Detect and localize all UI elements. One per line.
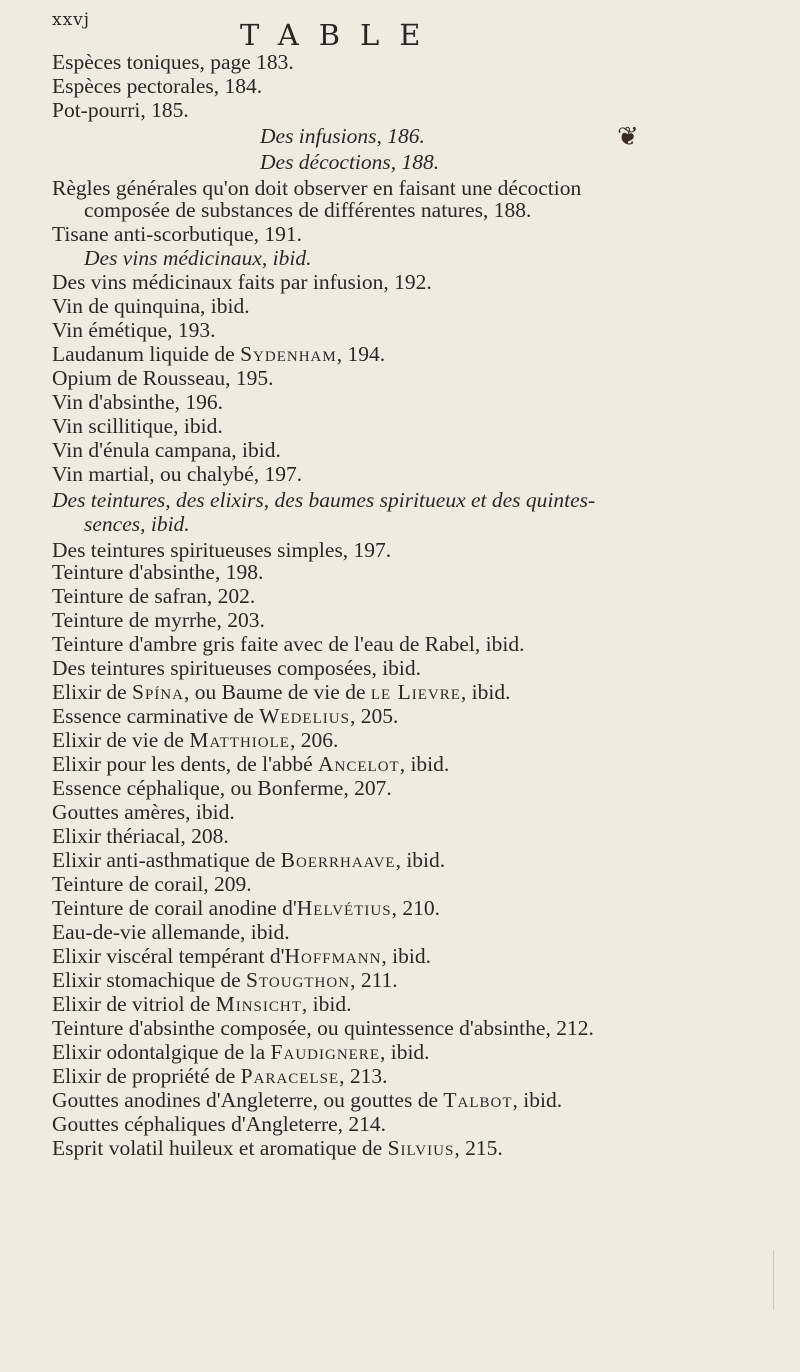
entry-text: Elixir viscéral tempérant d'	[52, 944, 285, 968]
index-entry: Vin scillitique, ibid.	[52, 414, 223, 438]
index-entry	[52, 1064, 388, 1088]
entry-text: , ibid.	[512, 1088, 563, 1112]
index-entry: Des teintures, des elixirs, des baumes spiritueux et des quintes-	[52, 488, 596, 512]
index-entry: Teinture d'ambre gris faite avec de l'eau de Rabel, ibid.	[52, 632, 525, 656]
index-entry: Teinture de safran, 202.	[52, 584, 256, 608]
index-entry: Teinture de corail, 209.	[52, 872, 252, 896]
index-entry: sences, ibid.	[84, 512, 190, 536]
entry-text: Elixir de vie de	[52, 728, 190, 752]
entry-text: , ibid.	[460, 680, 511, 704]
entry-text: Laudanum liquide de	[52, 342, 241, 366]
entry-text: Gouttes anodines d'Angleterre, ou gouttes de	[52, 1088, 444, 1112]
entry-text: Elixir anti-asthmatique de	[52, 848, 281, 872]
proper-name: Minsicht	[215, 992, 302, 1016]
entry-text: , 211.	[350, 968, 398, 992]
entry-text: , ibid.	[301, 992, 352, 1016]
proper-name: Hoffmann	[284, 944, 382, 968]
proper-name: Paracelse	[240, 1064, 340, 1088]
index-entry	[52, 1040, 430, 1064]
index-entry: Gouttes amères, ibid.	[52, 800, 235, 824]
page-title: TABLE	[240, 18, 441, 52]
index-entry: Vin d'énula campana, ibid.	[52, 438, 281, 462]
index-entry: Pot-pourri, 185.	[52, 98, 189, 122]
index-entry: Vin émétique, 193.	[52, 318, 216, 342]
index-entry	[52, 992, 351, 1016]
entry-text: Elixir pour les dents, de l'abbé	[52, 752, 318, 776]
index-entry: Opium de Rousseau, 195.	[52, 366, 274, 390]
proper-name: le Lievre	[370, 680, 461, 704]
index-entry: Teinture d'absinthe composée, ou quintessence d'absinthe, 212.	[52, 1016, 594, 1040]
index-entry: Des teintures spiritueuses composées, ibid.	[52, 656, 422, 680]
index-entry	[52, 342, 385, 366]
entry-text: Teinture de corail anodine d'	[52, 896, 297, 920]
index-entry: Des vins médicinaux faits par infusion, 192.	[52, 270, 432, 294]
proper-name: Matthiole	[189, 728, 290, 752]
entry-text: , 206.	[289, 728, 339, 752]
proper-name: Sydenham	[240, 342, 337, 366]
proper-name: Wedelius	[259, 704, 350, 728]
entry-text: , ou Baume de vie de	[183, 680, 371, 704]
index-entry: Règles générales qu'on doit observer en faisant une décoction	[52, 176, 582, 200]
index-entry: Vin de quinquina, ibid.	[52, 294, 250, 318]
entry-text: Elixir odontalgique de la	[52, 1040, 271, 1064]
index-entry	[52, 728, 338, 752]
index-entry: Espèces pectorales, 184.	[52, 74, 263, 98]
proper-name: Stougthon	[246, 968, 351, 992]
index-entry	[52, 896, 440, 920]
entry-text: , 194.	[336, 342, 386, 366]
proper-name: Faudignere	[270, 1040, 380, 1064]
index-entry: Teinture de myrrhe, 203.	[52, 608, 265, 632]
index-entry	[52, 848, 445, 872]
index-entry	[52, 680, 510, 704]
entry-text: , ibid.	[399, 752, 450, 776]
entry-text: Elixir de	[52, 680, 133, 704]
index-entry	[52, 704, 398, 728]
margin-mark	[773, 1250, 774, 1310]
index-entry: Vin martial, ou chalybé, 197.	[52, 462, 303, 486]
index-entry: Elixir thériacal, 208.	[52, 824, 229, 848]
page-number: xxvj	[52, 10, 91, 30]
entry-text: , 213.	[339, 1064, 388, 1088]
entry-text: , 205.	[349, 704, 399, 728]
index-entry: Essence céphalique, ou Bonferme, 207.	[52, 776, 392, 800]
proper-name: Talbot	[443, 1088, 513, 1112]
entry-text: , ibid.	[381, 944, 431, 968]
entry-text: Esprit volatil huileux et aromatique de	[52, 1136, 388, 1160]
index-entry: Teinture d'absinthe, 198.	[52, 560, 264, 584]
proper-name: Boerrhaave	[280, 848, 396, 872]
index-entry: composée de substances de différentes natures, 188.	[84, 198, 532, 222]
entry-text: Elixir stomachique de	[52, 968, 247, 992]
proper-name: Spína	[132, 680, 184, 704]
entry-text: , 210.	[391, 896, 440, 920]
index-entry: Gouttes céphaliques d'Angleterre, 214.	[52, 1112, 387, 1136]
proper-name: Silvius	[387, 1136, 455, 1160]
entry-text: Elixir de propriété de	[52, 1064, 241, 1088]
index-entry: Vin d'absinthe, 196.	[52, 390, 223, 414]
index-entry	[52, 752, 449, 776]
index-entry: Eau-de-vie allemande, ibid.	[52, 920, 290, 944]
entry-text: , ibid.	[379, 1040, 430, 1064]
index-entry: Espèces toniques, page 183.	[52, 50, 294, 74]
index-entry: Des décoctions, 188.	[260, 150, 440, 174]
entry-text: , ibid.	[395, 848, 446, 872]
entry-text: Essence carminative de	[52, 704, 260, 728]
index-entry	[52, 1088, 562, 1112]
index-entry: Des vins médicinaux, ibid.	[84, 246, 312, 270]
index-entry	[52, 944, 431, 968]
entry-text: , 215.	[454, 1136, 503, 1160]
fleuron-ornament-icon: ❦	[617, 122, 639, 152]
entry-text: Elixir de vitriol de	[52, 992, 216, 1016]
index-entry	[52, 1136, 503, 1160]
index-entry	[52, 968, 398, 992]
index-entry: Des infusions, 186.	[260, 124, 425, 148]
index-entry: Des teintures spiritueuses simples, 197.	[52, 538, 392, 562]
proper-name: Ancelot	[318, 752, 400, 776]
proper-name: Helvétius	[296, 896, 392, 920]
index-entry: Tisane anti-scorbutique, 191.	[52, 222, 303, 246]
